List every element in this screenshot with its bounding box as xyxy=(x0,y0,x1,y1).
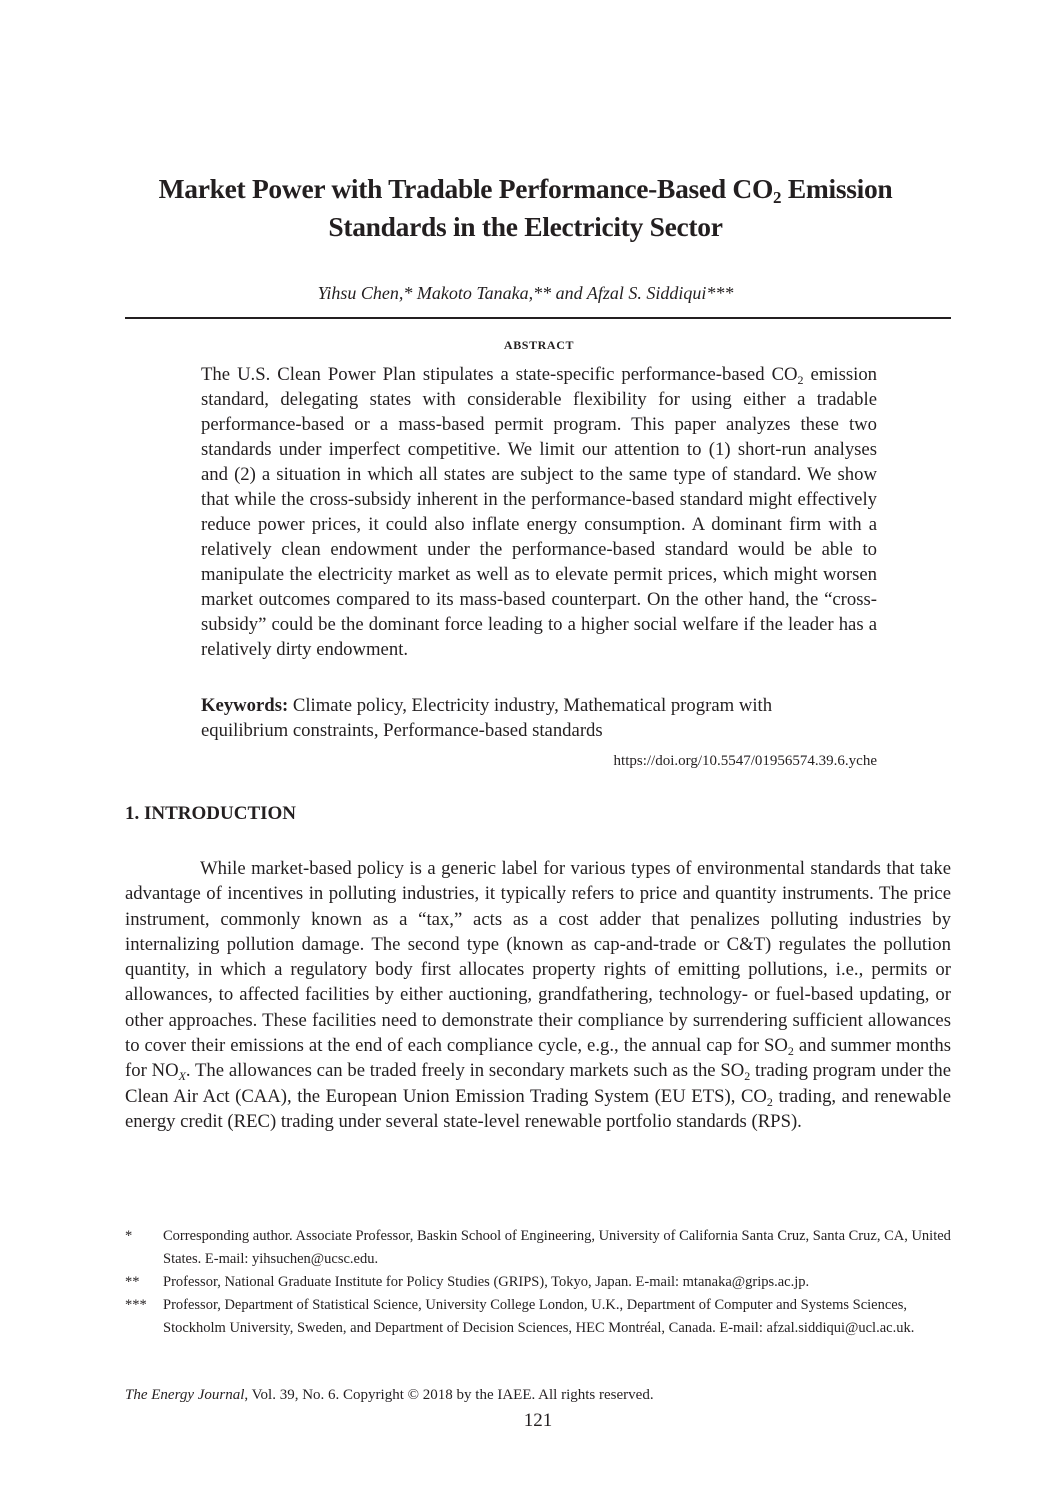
title-line-1: Market Power with Tradable Performance-Based $CO_2$ Emission xyxy=(158,173,893,207)
author-list: Yihsu Chen,* Makoto Tanaka,** and Afzal S. Siddiqui*** xyxy=(317,283,734,303)
footnote-1 xyxy=(125,1225,955,1271)
footnotes xyxy=(125,1225,955,1340)
footnote-mark: ** xyxy=(125,1274,140,1290)
footnote-text: Corresponding author. Associate Professor, Baskin School of Engineering, University of California Santa Cruz, Santa Cruz, CA, United States. E-mail: yihsuchen@ucsc.edu. xyxy=(163,1228,951,1267)
footnote-2 xyxy=(125,1271,955,1294)
keywords-line-2: equilibrium constraints, Performance-based standards xyxy=(201,720,603,741)
abstract-text: The U.S. Clean Power Plan stipulates a state-specific performance-based $CO_2$ emission standard, delegating states with considerable flexibility for using either a tradable performance-based or a mass-based permit program. This paper analyzes these two standards under imperfect competitive. We limit our attention to (1) short-run analyses and (2) a situation in which all states are subject to the same type of standard. We show that while the cross-subsidy inherent in the performance-based standard might effectively reduce power prices, it could also inflate energy consumption. A dominant firm with a relatively clean endowment under the performance-based standard would be able to manipulate the electricity market as well as to elevate permit prices, which might worsen market outcomes compared to its mass-based counterpart. On the other hand, the “cross-subsidy” could be the dominant force leading to a higher social welfare if the leader has a relatively dirty endowment. xyxy=(201,364,878,660)
keywords-label: Keywords: xyxy=(201,695,289,716)
journal-name: The Energy Journal xyxy=(125,1387,245,1403)
keywords xyxy=(201,693,877,743)
introduction-body xyxy=(125,856,951,1134)
page-number: 121 xyxy=(523,1410,553,1431)
journal-details: , Vol. 39, No. 6. Copyright © 2018 by the IAEE. All rights reserved. xyxy=(244,1387,654,1403)
keywords-line-1: Climate policy, Electricity industry, Mathematical program with xyxy=(288,695,773,716)
abstract-heading: ABSTRACT xyxy=(503,338,575,352)
abstract-body xyxy=(201,362,877,662)
doi-link[interactable]: https://doi.org/10.5547/01956574.39.6.yche xyxy=(613,753,877,769)
title-line-2: Standards in the Electricity Sector xyxy=(328,211,723,242)
footnote-3 xyxy=(125,1294,955,1340)
footnote-mark: * xyxy=(125,1228,133,1244)
header-divider xyxy=(125,317,951,319)
journal-citation xyxy=(125,1385,654,1405)
footnote-text: Professor, National Graduate Institute for Policy Studies (GRIPS), Tokyo, Japan. E-mail: mtanaka@grips.ac.jp. xyxy=(163,1274,810,1290)
footnote-mark: *** xyxy=(125,1297,147,1313)
introduction-paragraph: While market-based policy is a generic label for various types of environmental standards that take advantage of incentives in polluting industries, it typically refers to price and quantity instruments. The price instrument, commonly known as a “tax,” acts as a cost adder that penalizes polluting industries by internalizing pollution damage. The second type (known as cap-and-trade or C&T) regulates the pollution quantity, in which a regulatory body first allocates property rights of emitting pollutions, i.e., permits or allowances, to affected facilities by either auctioning, grandfathering, technology- or fuel-based updating, or other approaches. These facilities need to demonstrate their compliance by surrendering sufficient allowances to cover their emissions at the end of each compliance cycle, e.g., the annual cap for $SO_2$ and summer months for $NO_X$. The allowances can be traded freely in secondary markets such as the $SO_2$ trading program under the Clean Air Act (CAA), the European Union Emission Trading System (EU ETS), $CO_2$ trading, and renewable energy credit (REC) trading under several state-level renewable portfolio standards (RPS). xyxy=(125,858,952,1132)
section-heading-introduction: 1. INTRODUCTION xyxy=(125,803,297,824)
paper-title xyxy=(0,170,1051,246)
footnote-text: Professor, Department of Statistical Science, University College London, U.K., Department of Computer and Systems Sciences, Stockholm University, Sweden, and Department of Decision Sciences, HEC Montréal, Canada. E-mail: afzal.siddiqui@ucl.ac.uk. xyxy=(163,1297,915,1336)
